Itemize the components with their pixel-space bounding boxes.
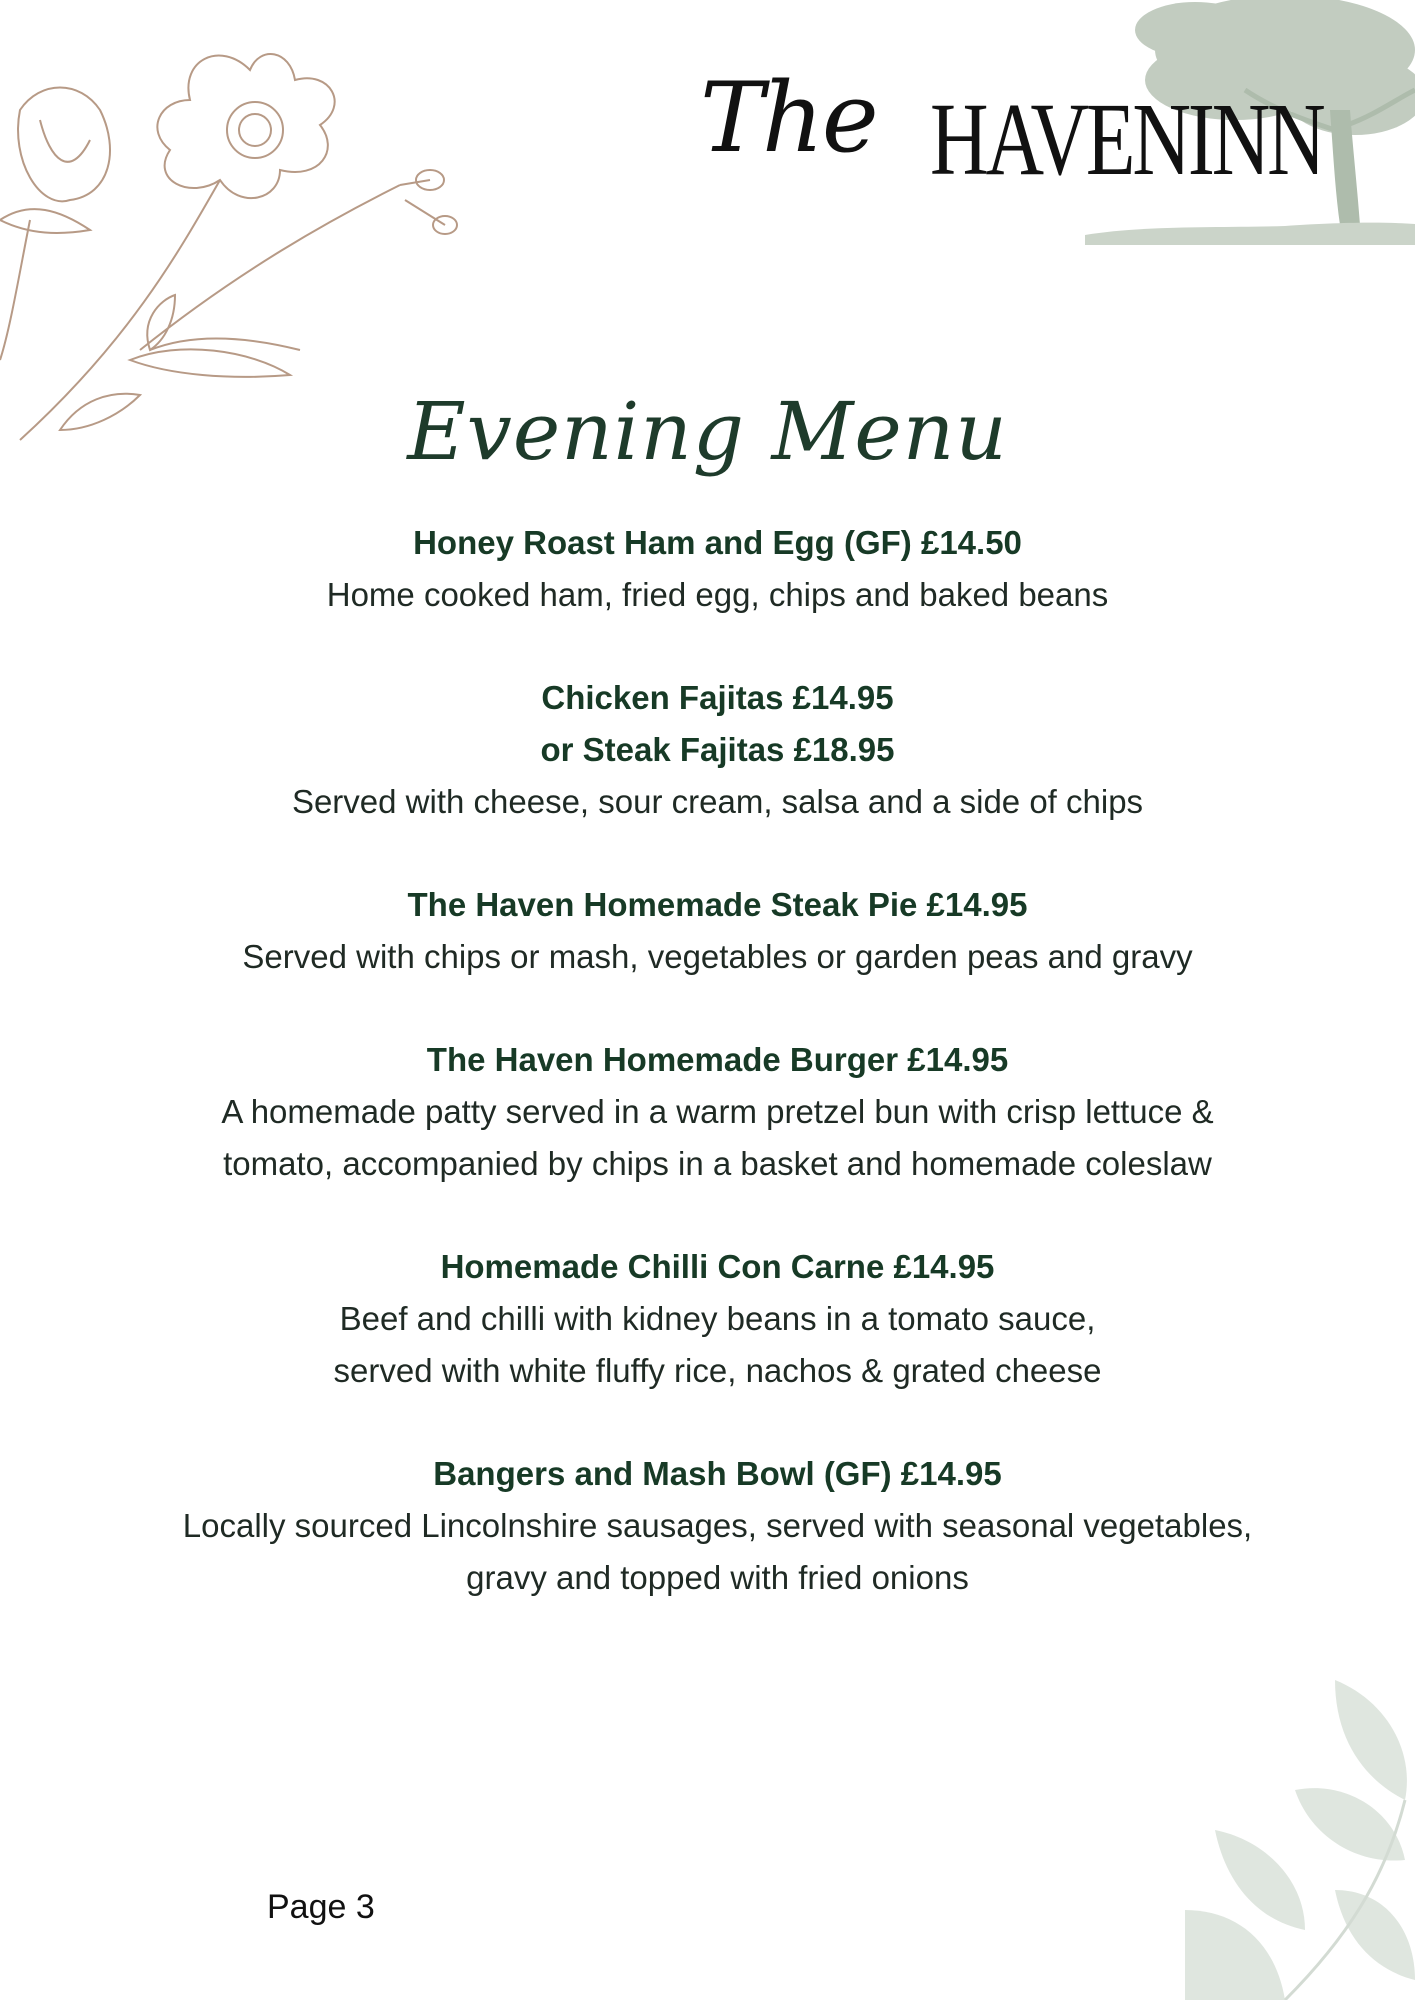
menu-item-description: served with white fluffy rice, nachos & grated cheese — [333, 1352, 1102, 1389]
menu-item — [60, 879, 1375, 983]
page-number: Page 3 — [267, 1888, 375, 1926]
menu-item-description: Locally sourced Lincolnshire sausages, served with seasonal vegetables, — [182, 1507, 1253, 1544]
menu-item-name: Honey Roast Ham and Egg (GF) £14.50 — [413, 524, 1022, 561]
menu-item-description: Beef and chilli with kidney beans in a tomato sauce, — [339, 1300, 1096, 1337]
logo-name-text: HAVENINN — [930, 82, 1323, 197]
menu-item-description: Home cooked ham, fried egg, chips and baked beans — [326, 576, 1109, 613]
menu-item-name: or Steak Fajitas £18.95 — [540, 731, 895, 768]
menu-item-name: The Haven Homemade Steak Pie £14.95 — [407, 886, 1028, 923]
menu-item-name: The Haven Homemade Burger £14.95 — [426, 1041, 1009, 1078]
menu-item-description: A homemade patty served in a warm pretzel bun with crisp lettuce & — [221, 1093, 1214, 1130]
logo-script-text: The — [700, 62, 877, 174]
menu-item-description: tomato, accompanied by chips in a basket and homemade coleslaw — [223, 1145, 1212, 1182]
menu-item — [60, 672, 1375, 828]
menu-item-description: Served with cheese, sour cream, salsa and a side of chips — [291, 783, 1144, 820]
menu-item-description: Served with chips or mash, vegetables or garden peas and gravy — [242, 938, 1193, 975]
menu-title: Evening Menu — [407, 385, 1008, 478]
menu-item-name: Chicken Fajitas £14.95 — [541, 679, 894, 716]
logo — [700, 60, 1340, 200]
menu-item-description: gravy and topped with fried onions — [466, 1559, 969, 1596]
menu-item — [60, 1241, 1375, 1397]
leaf-illustration — [1185, 1680, 1415, 2000]
menu-item — [60, 517, 1375, 621]
menu-item — [60, 1034, 1375, 1190]
menu-item-name: Bangers and Mash Bowl (GF) £14.95 — [433, 1455, 1002, 1492]
menu-item-name: Homemade Chilli Con Carne £14.95 — [440, 1248, 995, 1285]
menu-items-list — [60, 517, 1375, 1655]
menu-item — [60, 1448, 1375, 1604]
